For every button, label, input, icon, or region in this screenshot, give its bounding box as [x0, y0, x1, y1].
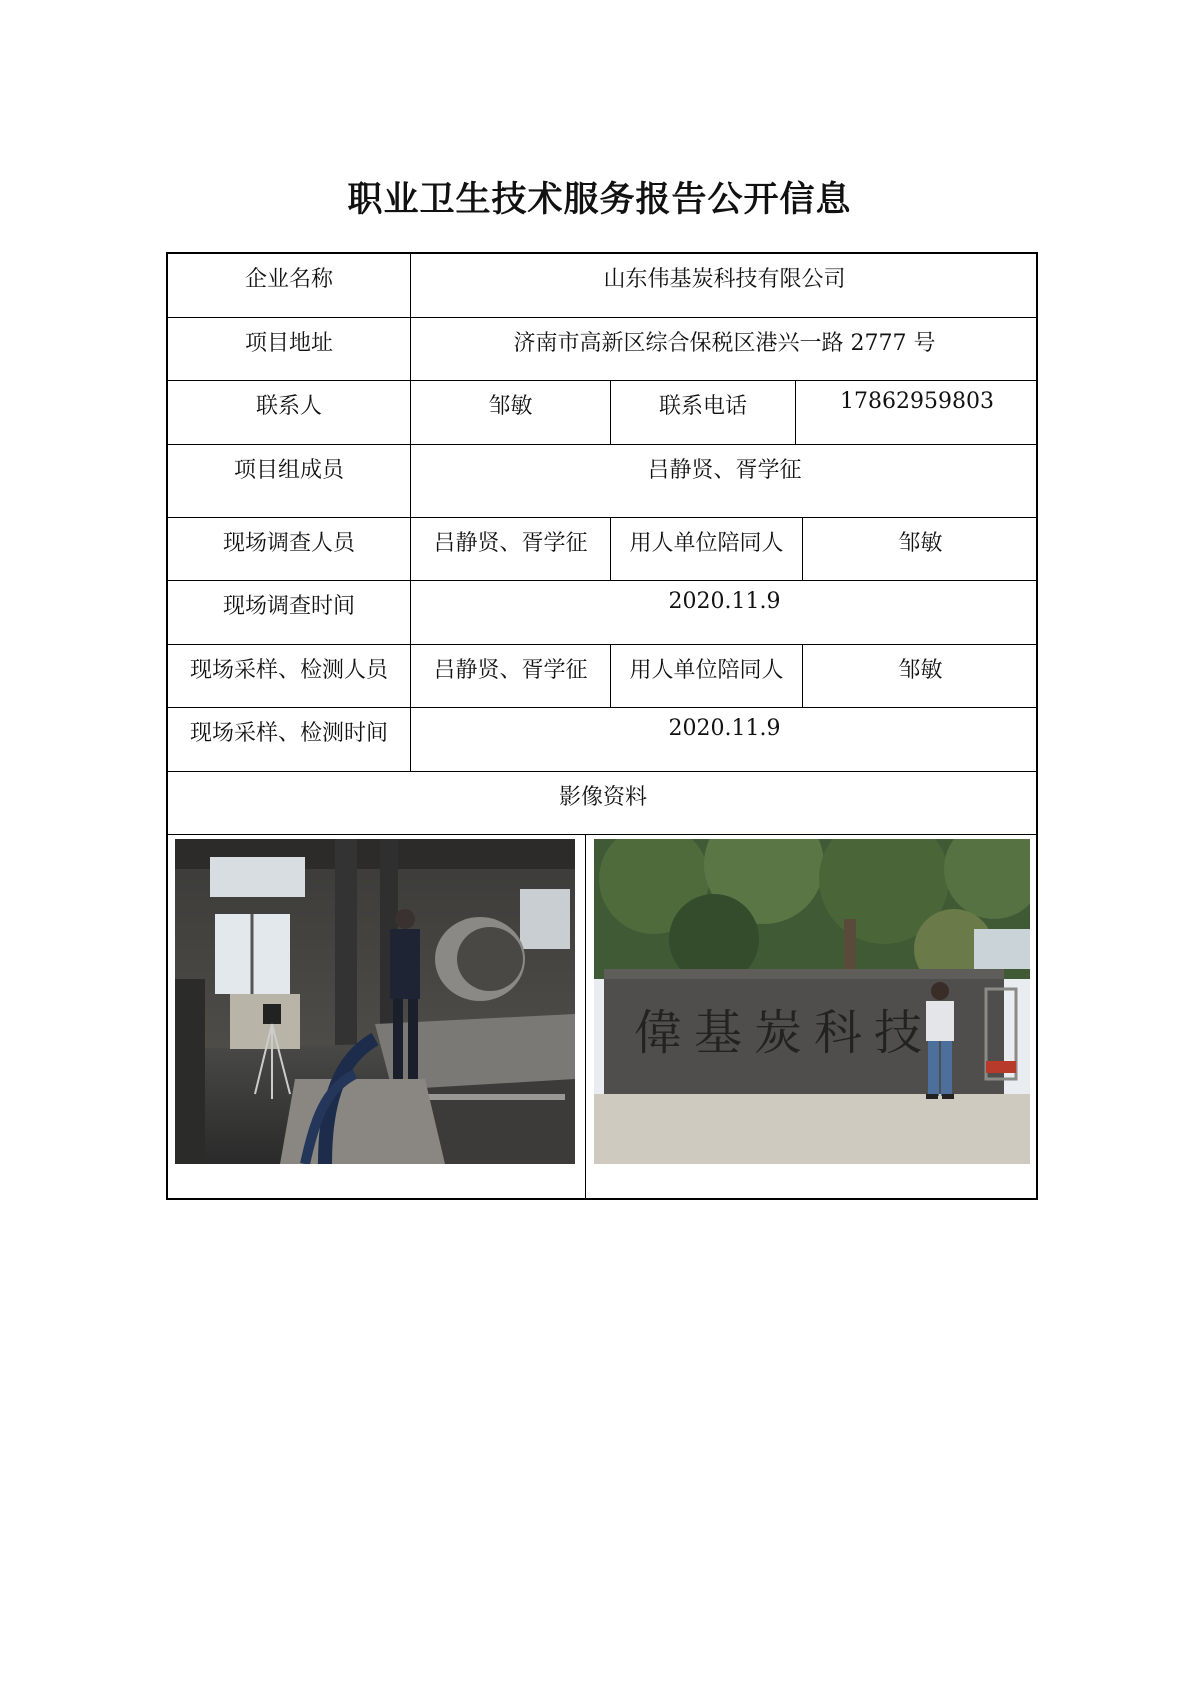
- company-label: 企业名称: [168, 254, 411, 318]
- sampling-staff-label: 现场采样、检测人员: [168, 645, 411, 708]
- survey-staff-value: 吕静贤、胥学征: [411, 518, 611, 581]
- images-label: 影像资料: [168, 772, 1038, 835]
- survey-escort-label: 用人单位陪同人: [611, 518, 803, 581]
- sampling-time-value: 2020.11.9: [411, 708, 1038, 772]
- info-table: [166, 252, 1038, 1200]
- page-title: 职业卫生技术服务报告公开信息: [347, 180, 852, 220]
- address-label: 项目地址: [168, 318, 411, 381]
- company-sign-photo: [594, 839, 1030, 1164]
- survey-staff-label: 现场调查人员: [168, 518, 411, 581]
- sampling-escort-value: 邹敏: [803, 645, 1038, 708]
- survey-time-label: 现场调查时间: [168, 581, 411, 645]
- sampling-time-label: 现场采样、检测时间: [168, 708, 411, 772]
- members-value: 吕静贤、胥学征: [411, 445, 1038, 518]
- members-label: 项目组成员: [168, 445, 411, 518]
- survey-escort-value: 邹敏: [803, 518, 1038, 581]
- contact-label: 联系人: [168, 381, 411, 445]
- address-value: 济南市高新区综合保税区港兴一路 2777 号: [411, 318, 1038, 381]
- sampling-escort-label: 用人单位陪同人: [611, 645, 803, 708]
- survey-time-value: 2020.11.9: [411, 581, 1038, 645]
- sign-text: 偉基炭科技: [634, 1005, 935, 1061]
- factory-workshop-photo: [175, 839, 575, 1164]
- contact-value: 邹敏: [411, 381, 611, 445]
- phone-value: 17862959803: [796, 381, 1038, 445]
- phone-label: 联系电话: [611, 381, 796, 445]
- company-value: 山东伟基炭科技有限公司: [411, 254, 1038, 318]
- sampling-staff-value: 吕静贤、胥学征: [411, 645, 611, 708]
